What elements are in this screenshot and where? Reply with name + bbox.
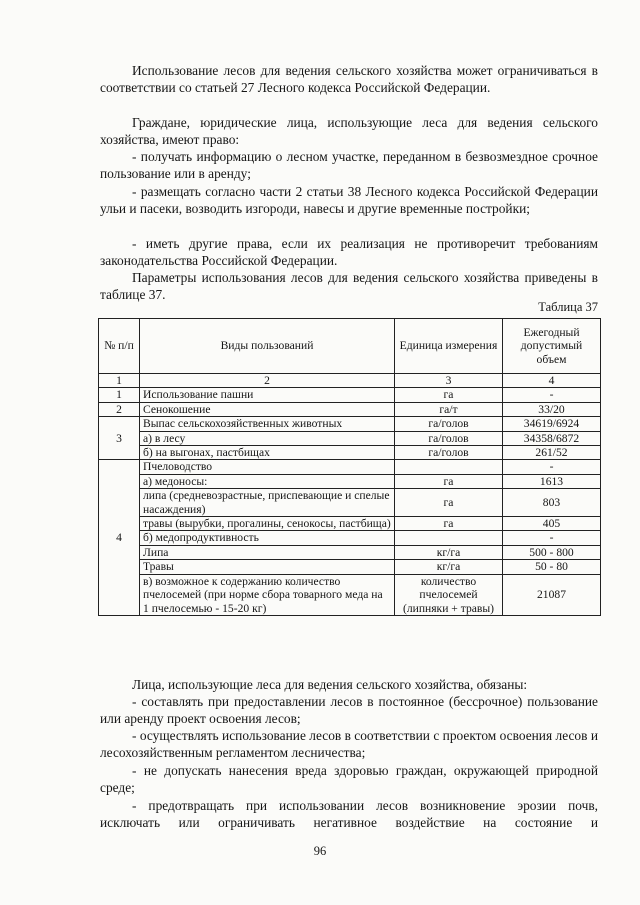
row-volume: 405 bbox=[503, 517, 601, 531]
row-num: 4 bbox=[99, 460, 140, 615]
row-type: липа (средневозрастные, приспевающие и спелые насаждения) bbox=[140, 489, 395, 517]
paragraph-rights-intro: Граждане, юридические лица, использующие леса для ведения сельского хозяйства, имеют право: bbox=[100, 115, 598, 148]
row-unit bbox=[395, 531, 503, 545]
row-num: 3 bbox=[99, 417, 140, 460]
header-num: № п/п bbox=[99, 319, 140, 374]
agriculture-parameters-table bbox=[98, 318, 601, 616]
row-unit: кг/га bbox=[395, 560, 503, 574]
row-volume: 34619/6924 bbox=[503, 417, 601, 431]
row-unit: га/голов bbox=[395, 431, 503, 445]
row-volume: 21087 bbox=[503, 574, 601, 615]
row-num: 2 bbox=[99, 402, 140, 416]
paragraph-right-information: - получать информацию о лесном участке, переданном в безвозмездное срочное пользование или в аренду; bbox=[100, 149, 598, 182]
table-row bbox=[99, 517, 601, 531]
header-number: 4 bbox=[503, 374, 601, 388]
paragraph-right-hives: - размещать согласно части 2 статьи 38 Лесного кодекса Российской Федерации ульи и пасеки, возводить изгороди, навесы и другие временные постройки; bbox=[100, 184, 598, 217]
table-row bbox=[99, 545, 601, 559]
row-volume: 500 - 800 bbox=[503, 545, 601, 559]
row-volume: 1613 bbox=[503, 474, 601, 488]
row-unit: га bbox=[395, 474, 503, 488]
row-unit: количество пчелосемей (липняки + травы) bbox=[395, 574, 503, 615]
row-type: б) на выгонах, пастбищах bbox=[140, 446, 395, 460]
row-volume: 33/20 bbox=[503, 402, 601, 416]
table-header-row bbox=[99, 319, 601, 374]
table-caption: Таблица 37 bbox=[538, 300, 598, 314]
table-row bbox=[99, 531, 601, 545]
row-num: 1 bbox=[99, 388, 140, 402]
row-type: Липа bbox=[140, 545, 395, 559]
table-row bbox=[99, 574, 601, 615]
row-unit: га bbox=[395, 489, 503, 517]
paragraph-right-other: - иметь другие права, если их реализация не противоречит требованиям законодательства Российской Федерации. bbox=[100, 236, 598, 269]
row-type: а) медоносы: bbox=[140, 474, 395, 488]
table-row bbox=[99, 402, 601, 416]
row-unit: га/голов bbox=[395, 417, 503, 431]
paragraph-obligation-erosion: - предотвращать при использовании лесов возникновение эрозии почв, исключать или ограничивать негативное воздействие на состояние и bbox=[100, 798, 598, 831]
row-volume: 50 - 80 bbox=[503, 560, 601, 574]
table-row bbox=[99, 474, 601, 488]
row-unit: га/т bbox=[395, 402, 503, 416]
row-type: в) возможное к содержанию количество пчелосемей (при норме сбора товарного меда на 1 пчелосемью - 15-20 кг) bbox=[140, 574, 395, 615]
header-type: Виды пользований bbox=[140, 319, 395, 374]
row-type: а) в лесу bbox=[140, 431, 395, 445]
header-unit: Единица измерения bbox=[395, 319, 503, 374]
paragraph-obligations-intro: Лица, использующие леса для ведения сельского хозяйства, обязаны: bbox=[132, 677, 528, 692]
table-row bbox=[99, 431, 601, 445]
table-row bbox=[99, 446, 601, 460]
row-type: травы (вырубки, прогалины, сенокосы, пастбища) bbox=[140, 517, 395, 531]
header-number: 2 bbox=[140, 374, 395, 388]
row-type: Сенокошение bbox=[140, 402, 395, 416]
table-row bbox=[99, 489, 601, 517]
page-number: 96 bbox=[313, 844, 327, 858]
row-unit: кг/га bbox=[395, 545, 503, 559]
row-volume: 803 bbox=[503, 489, 601, 517]
row-type: Использование пашни bbox=[140, 388, 395, 402]
row-type: Травы bbox=[140, 560, 395, 574]
paragraph-table-reference: Параметры использования лесов для ведения сельского хозяйства приведены в таблице 37. bbox=[100, 270, 598, 303]
row-unit: га bbox=[395, 388, 503, 402]
row-type: Выпас сельскохозяйственных животных bbox=[140, 417, 395, 431]
row-type: б) медопродуктивность bbox=[140, 531, 395, 545]
header-volume: Ежегодный допустимый объем bbox=[503, 319, 601, 374]
table-row bbox=[99, 560, 601, 574]
row-unit: га/голов bbox=[395, 446, 503, 460]
paragraph-restriction: Использование лесов для ведения сельского хозяйства может ограничиваться в соответствии со статьей 27 Лесного кодекса Российской Федерации. bbox=[100, 63, 598, 96]
row-volume: - bbox=[503, 388, 601, 402]
row-volume: - bbox=[503, 531, 601, 545]
table-row bbox=[99, 460, 601, 474]
paragraph-obligation-compliance: - осуществлять использование лесов в соответствии с проектом освоения лесов и лесохозяйственным регламентом лесничества; bbox=[100, 728, 598, 761]
table-header-numbers-row bbox=[99, 374, 601, 388]
row-unit bbox=[395, 460, 503, 474]
table-row bbox=[99, 417, 601, 431]
header-number: 3 bbox=[395, 374, 503, 388]
row-unit: га bbox=[395, 517, 503, 531]
row-volume: 34358/6872 bbox=[503, 431, 601, 445]
row-type: Пчеловодство bbox=[140, 460, 395, 474]
paragraph-obligation-health: - не допускать нанесения вреда здоровью граждан, окружающей природной среде; bbox=[100, 763, 598, 796]
header-number: 1 bbox=[99, 374, 140, 388]
paragraph-obligation-project: - составлять при предоставлении лесов в постоянное (бессрочное) пользование или аренду проект освоения лесов; bbox=[100, 694, 598, 727]
row-volume: - bbox=[503, 460, 601, 474]
table-row bbox=[99, 388, 601, 402]
row-volume: 261/52 bbox=[503, 446, 601, 460]
